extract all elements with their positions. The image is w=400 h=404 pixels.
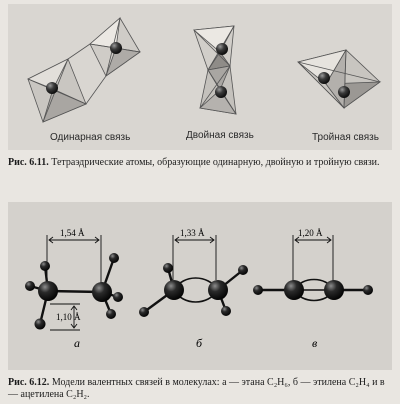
hydrogen-atom — [238, 265, 248, 275]
hydrogen-atom — [221, 306, 231, 316]
carbon-atom — [284, 280, 304, 300]
model-letter-b: б — [196, 336, 203, 350]
hydrogen-atom — [25, 281, 35, 291]
carbon-atom — [164, 280, 184, 300]
triple-bond-label: Тройная связь — [312, 132, 379, 143]
double-bond-tetrahedra — [194, 26, 236, 114]
hydrogen-atom — [109, 253, 119, 263]
hydrogen-atom — [363, 285, 373, 295]
carbon-atom — [208, 280, 228, 300]
carbon-atom — [92, 282, 112, 302]
carbon-atom — [338, 86, 350, 98]
carbon-atom — [46, 82, 58, 94]
hydrogen-atom — [106, 309, 116, 319]
caption-number: Рис. 6.12. — [8, 377, 50, 388]
carbon-atom — [110, 42, 122, 54]
figure-6-11-caption — [8, 157, 392, 169]
hydrogen-atom — [35, 319, 46, 330]
tetrahedra-illustration — [8, 4, 392, 150]
carbon-atom — [324, 280, 344, 300]
hydrogen-atom — [139, 307, 149, 317]
carbon-atom — [38, 281, 58, 301]
caption-text: Модели валентных связей в молекулах: а — этана C₂H₆, б — этилена C₂H₄ и в — ацетилена C₂H₂. — [8, 377, 385, 400]
caption-text: Тетраэдрические атомы, образующие одинарную, двойную и тройную связи. — [51, 157, 380, 168]
carbon-atom — [318, 72, 330, 84]
carbon-atom — [215, 86, 227, 98]
caption-number: Рис. 6.11. — [8, 157, 49, 168]
triple-bond-tetrahedra — [298, 50, 380, 108]
double-bond-label: Двойная связь — [186, 130, 254, 141]
model-letter-c: в — [312, 336, 318, 350]
hydrogen-atom — [163, 263, 173, 273]
ethylene-model — [144, 268, 243, 312]
ethane-ch-length: 1,10 Å — [56, 312, 81, 322]
hydrogen-atom — [113, 292, 123, 302]
figure-6-12-caption — [8, 377, 392, 401]
hydrogen-atom — [253, 285, 263, 295]
carbon-atom — [216, 43, 228, 55]
single-bond-tetrahedra — [28, 18, 140, 122]
model-letter-a: а — [74, 336, 80, 350]
figure-6-11-panel — [8, 4, 392, 150]
acetylene-cc-length: 1,20 Å — [298, 228, 323, 238]
ethylene-cc-length: 1,33 Å — [180, 228, 205, 238]
ethane-cc-length: 1,54 Å — [60, 228, 85, 238]
acetylene-model — [258, 280, 368, 301]
figure-6-12-panel — [8, 202, 392, 370]
single-bond-label: Одинарная связь — [50, 132, 131, 143]
hydrogen-atom — [40, 261, 50, 271]
valence-bond-models — [8, 202, 392, 370]
